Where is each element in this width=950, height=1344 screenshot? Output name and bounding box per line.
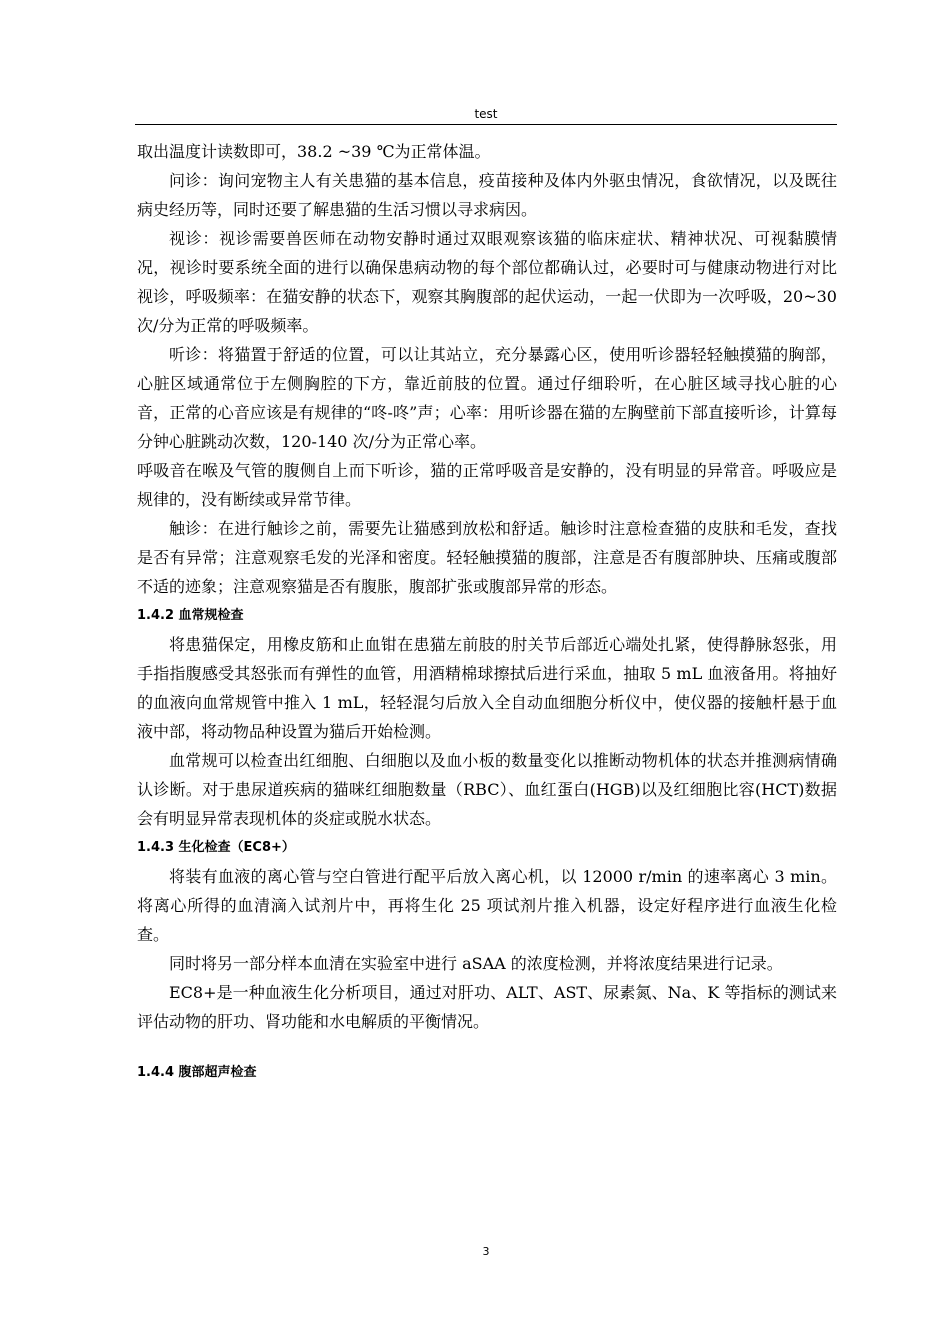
- paragraph-ec8: EC8+是一种血液生化分析项目，通过对肝功、ALT、AST、尿素氮、Na、K 等指标的测试来评估动物的肝功、肾功能和水电解质的平衡情况。: [137, 983, 837, 1031]
- section-heading-ultrasound: 1.4.4 腹部超声检查: [137, 1065, 257, 1080]
- paragraph-palpation: 触诊：在进行触诊之前，需要先让猫感到放松和舒适。触诊时注意检查猫的皮肤和毛发，查找是否有异常；注意观察毛发的光泽和密度。轻轻触摸猫的腹部，注意是否有腹部肿块、压痛或腹部不适的迹象；注意观察猫是否有腹胀，腹部扩张或腹部异常的形态。: [137, 519, 837, 596]
- section-heading-blood-routine: 1.4.2 血常规检查: [137, 608, 244, 623]
- paragraph-auscultation: 听诊：将猫置于舒适的位置，可以让其站立，充分暴露心区，使用听诊器轻轻触摸猫的胸部，心脏区域通常位于左侧胸腔的下方，靠近前肢的位置。通过仔细聆听，在心脏区域寻找心脏的心音，正常的心音应该是有规律的“咚-咚”声；心率：用听诊器在猫的左胸壁前下部直接听诊，计算每分钟心脏跳动次数，120-140 次/分为正常心率。: [137, 345, 837, 451]
- paragraph-blood-sampling: 将患猫保定，用橡皮筋和止血钳在患猫左前肢的肘关节后部近心端处扎紧，使得静脉怒张，用手指指腹感受其怒张而有弹性的血管，用酒精棉球擦拭后进行采血，抽取 5 mL 血液备用。将抽好的血液向血常规管中推入 1 mL，轻轻混匀后放入全自动血细胞分析仪中，使仪器的接触杆悬于血液中部，将动物品种设置为猫后开始检测。: [137, 635, 837, 741]
- section-heading-biochemistry: 1.4.3 生化检查（EC8+）: [137, 840, 295, 855]
- header-rule: [135, 124, 837, 125]
- paragraph-inspection: 视诊：视诊需要兽医师在动物安静时通过双眼观察该猫的临床症状、精神状况、可视黏膜情况，视诊时要系统全面的进行以确保患病动物的每个部位都确认过，必要时可与健康动物进行对比视诊，呼吸频率：在猫安静的状态下，观察其胸腹部的起伏运动，一起一伏即为一次呼吸，20~30 次/分为正常的呼吸频率。: [137, 229, 837, 335]
- page-number: 3: [482, 1245, 490, 1258]
- paragraph-temperature: 取出温度计读数即可，38.2 ~39 ℃为正常体温。: [137, 142, 491, 161]
- paragraph-inquiry: 问诊：询问宠物主人有关患猫的基本信息，疫苗接种及体内外驱虫情况，食欲情况，以及既往病史经历等，同时还要了解患猫的生活习惯以寻求病因。: [137, 171, 837, 219]
- page-header: test: [474, 107, 498, 121]
- paragraph-asaa: 同时将另一部分样本血清在实验室中进行 aSAA 的浓度检测，并将浓度结果进行记录。: [169, 954, 783, 973]
- paragraph-breath-sounds: 呼吸音在喉及气管的腹侧自上而下听诊，猫的正常呼吸音是安静的，没有明显的异常音。呼吸应是规律的，没有断续或异常节律。: [137, 461, 837, 509]
- body-text: [137, 137, 837, 1087]
- paragraph-blood-routine-purpose: 血常规可以检查出红细胞、白细胞以及血小板的数量变化以推断动物机体的状态并推测病情确认诊断。对于患尿道疾病的猫咪红细胞数量（RBC）、血红蛋白(HGB)以及红细胞比容(HCT)数据会有明显异常表现机体的炎症或脱水状态。: [137, 751, 837, 828]
- paragraph-centrifuge: 将装有血液的离心管与空白管进行配平后放入离心机，以 12000 r/min 的速率离心 3 min。将离心所得的血清滴入试剂片中，再将生化 25 项试剂片推入机器，设定好程序进行血液生化检查。: [137, 867, 837, 944]
